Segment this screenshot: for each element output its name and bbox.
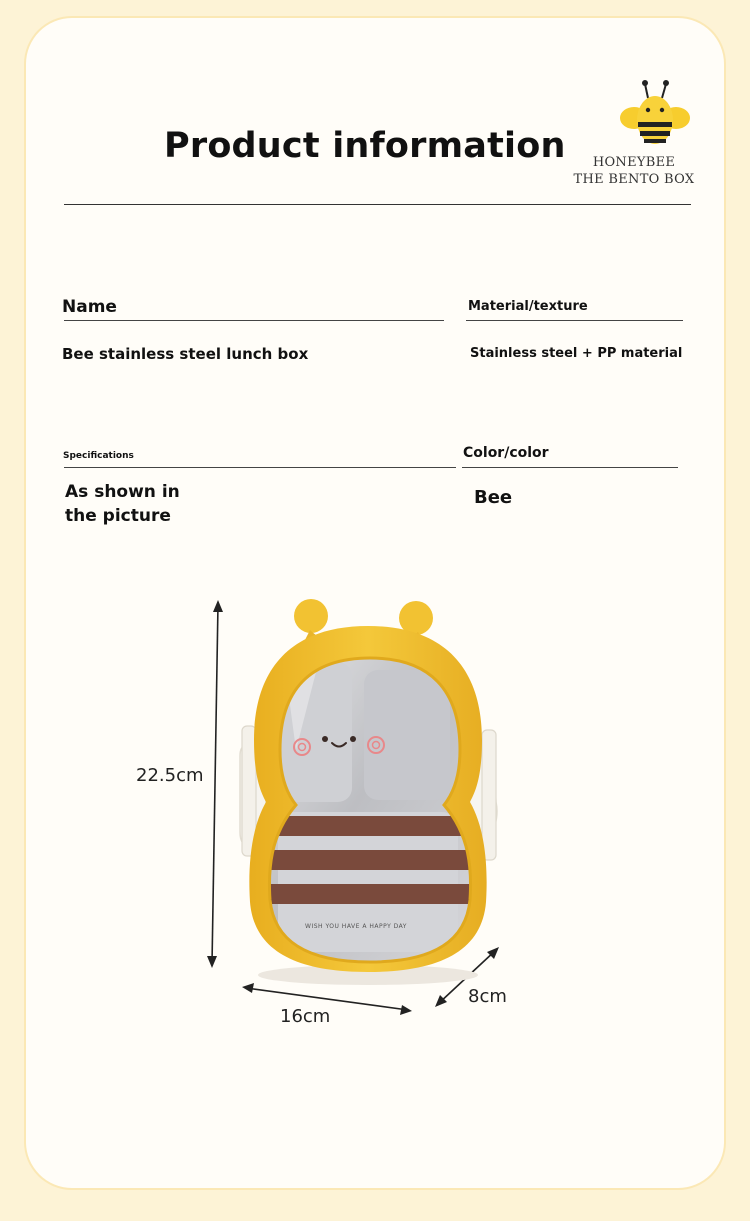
name-value: Bee stainless steel lunch box bbox=[62, 345, 309, 363]
specifications-divider bbox=[64, 467, 456, 468]
depth-dimension-label: 8cm bbox=[468, 986, 507, 1007]
height-dimension-label: 22.5cm bbox=[136, 765, 204, 786]
specifications-value-line2: the picture bbox=[65, 506, 171, 526]
color-divider bbox=[462, 467, 678, 468]
color-value: Bee bbox=[474, 487, 513, 508]
bee-lunch-box-image bbox=[120, 580, 640, 1040]
brand-name-line1: HONEYBEE bbox=[592, 155, 676, 170]
material-divider bbox=[466, 320, 683, 321]
color-label: Color/color bbox=[463, 445, 549, 461]
specifications-value-line1: As shown in bbox=[65, 482, 180, 502]
page-title: Product information bbox=[164, 126, 566, 166]
width-dimension-label: 16cm bbox=[280, 1006, 331, 1027]
height-dimension-arrow bbox=[212, 604, 218, 964]
lunch-box-inner-text: WISH YOU HAVE A HAPPY DAY bbox=[305, 923, 407, 930]
brand-name-line2: THE BENTO BOX bbox=[573, 172, 695, 187]
name-divider bbox=[64, 320, 444, 321]
material-value: Stainless steel + PP material bbox=[470, 346, 683, 361]
name-label: Name bbox=[62, 297, 117, 317]
specifications-label: Specifications bbox=[63, 451, 134, 461]
title-divider bbox=[64, 204, 691, 205]
material-label: Material/texture bbox=[468, 299, 588, 314]
